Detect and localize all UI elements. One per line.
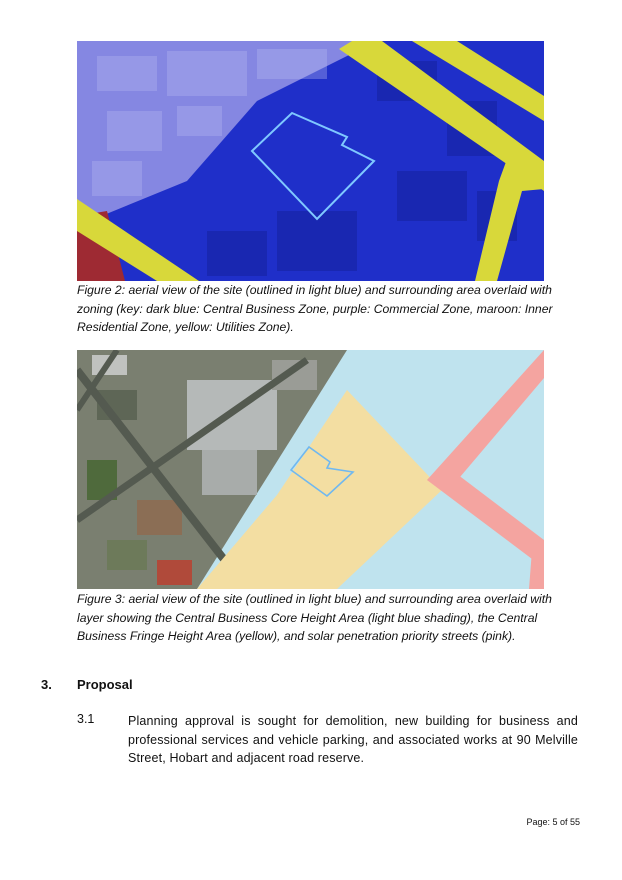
figure-3-height-area-map (77, 350, 544, 589)
zoning-map-image (77, 41, 544, 281)
figure-3-caption: Figure 3: aerial view of the site (outlined in light blue) and surrounding area overlaid with layer showing the Central Business Core Height Area (light blue shading), the Central Business Fringe Height Area (yellow), and solar penetration priority streets (pink). (77, 592, 552, 643)
height-area-map-image (77, 350, 544, 589)
figure-2-caption: Figure 2: aerial view of the site (outlined in light blue) and surrounding area overlaid with zoning (key: dark blue: Central Business Zone, purple: Commercial Zone, maroon: Inner Residential Zone, yellow: Utilities Zone). (77, 283, 553, 334)
section-title: Proposal (77, 677, 133, 692)
paragraph-text: Planning approval is sought for demolition, new building for business and professional services and vehicle parking, and associated works at 90 Melville Street, Hobart and adjacent road reserve. (128, 714, 578, 765)
figure-2-zoning-map (77, 41, 544, 281)
paragraph-number: 3.1 (77, 712, 95, 726)
page-number: Page: 5 of 55 (526, 817, 580, 827)
section-number: 3. (41, 677, 52, 692)
